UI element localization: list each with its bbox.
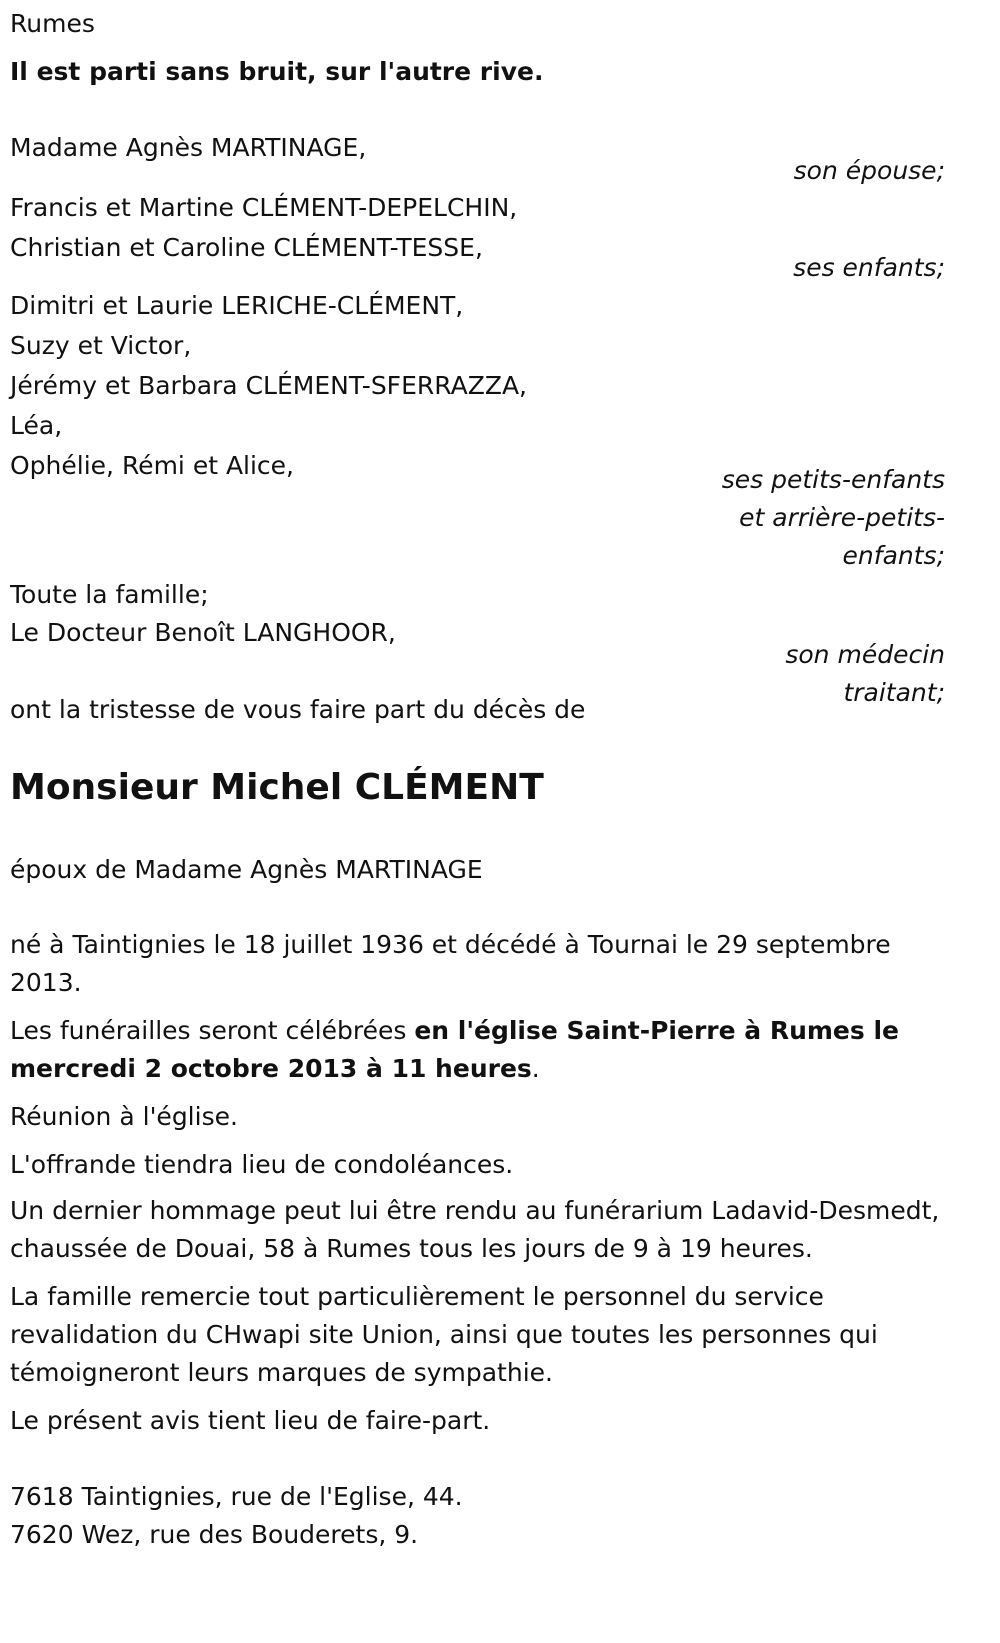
children-relation: ses enfants; — [793, 253, 945, 282]
epigraph: Il est parti sans bruit, sur l'autre rive. — [10, 57, 544, 86]
grandchildren-relation: ses petits-enfants et arrière-petits- enfants; — [721, 465, 945, 570]
grandchild-line: Jérémy et Barbara CLÉMENT-SFERRAZZA, — [10, 371, 527, 400]
spouse-name: Madame Agnès MARTINAGE, — [10, 133, 367, 162]
note-thanks: La famille remercie tout particulièrement le personnel du service revalidation du CHwapi site Union, ainsi que toutes les personnes qui témoigneront leurs marques de sympathie. — [10, 1282, 878, 1387]
address-line: 7618 Taintignies, rue de l'Eglise, 44. — [10, 1482, 463, 1511]
doctor-name: Le Docteur Benoît LANGHOOR, — [10, 618, 396, 647]
whole-family: Toute la famille; — [10, 580, 209, 609]
note-offering: L'offrande tiendra lieu de condoléances. — [10, 1150, 514, 1179]
child-line: Francis et Martine CLÉMENT-DEPELCHIN, — [10, 193, 518, 222]
grandchild-line: Suzy et Victor, — [10, 331, 192, 360]
note-tribute: Un dernier hommage peut lui être rendu au funérarium Ladavid-Desmedt, chaussée de Douai, 58 à Rumes tous les jours de 9 à 19 heures. — [10, 1196, 940, 1263]
grandchild-line: Léa, — [10, 411, 63, 440]
grandchildren-names — [10, 286, 527, 486]
funeral-location-date: en l'église Saint-Pierre à Rumes le mercredi 2 octobre 2013 à 11 heures — [10, 1016, 899, 1083]
address-line: 7620 Wez, rue des Bouderets, 9. — [10, 1520, 419, 1549]
children-names — [10, 188, 517, 268]
announcement: ont la tristesse de vous faire part du décès de — [10, 695, 586, 724]
funeral-details: Les funérailles seront célébrées en l'église Saint-Pierre à Rumes le mercredi 2 octobre 2013 à 11 heures. — [10, 1016, 899, 1083]
addresses — [10, 1478, 463, 1554]
deceased-spouse-line: époux de Madame Agnès MARTINAGE — [10, 855, 483, 884]
deceased-name: Monsieur Michel CLÉMENT — [10, 767, 544, 808]
birth-death: né à Taintignies le 18 juillet 1936 et décédé à Tournai le 29 septembre 2013. — [10, 930, 891, 997]
note-meeting: Réunion à l'église. — [10, 1102, 238, 1131]
location: Rumes — [10, 9, 95, 38]
grandchild-line: Dimitri et Laurie LERICHE-CLÉMENT, — [10, 291, 464, 320]
child-line: Christian et Caroline CLÉMENT-TESSE, — [10, 233, 483, 262]
note-faire-part: Le présent avis tient lieu de faire-part. — [10, 1406, 491, 1435]
doctor-relation: son médecin traitant; — [785, 640, 945, 707]
grandchild-line: Ophélie, Rémi et Alice, — [10, 451, 295, 480]
spouse-relation: son épouse; — [793, 156, 945, 185]
